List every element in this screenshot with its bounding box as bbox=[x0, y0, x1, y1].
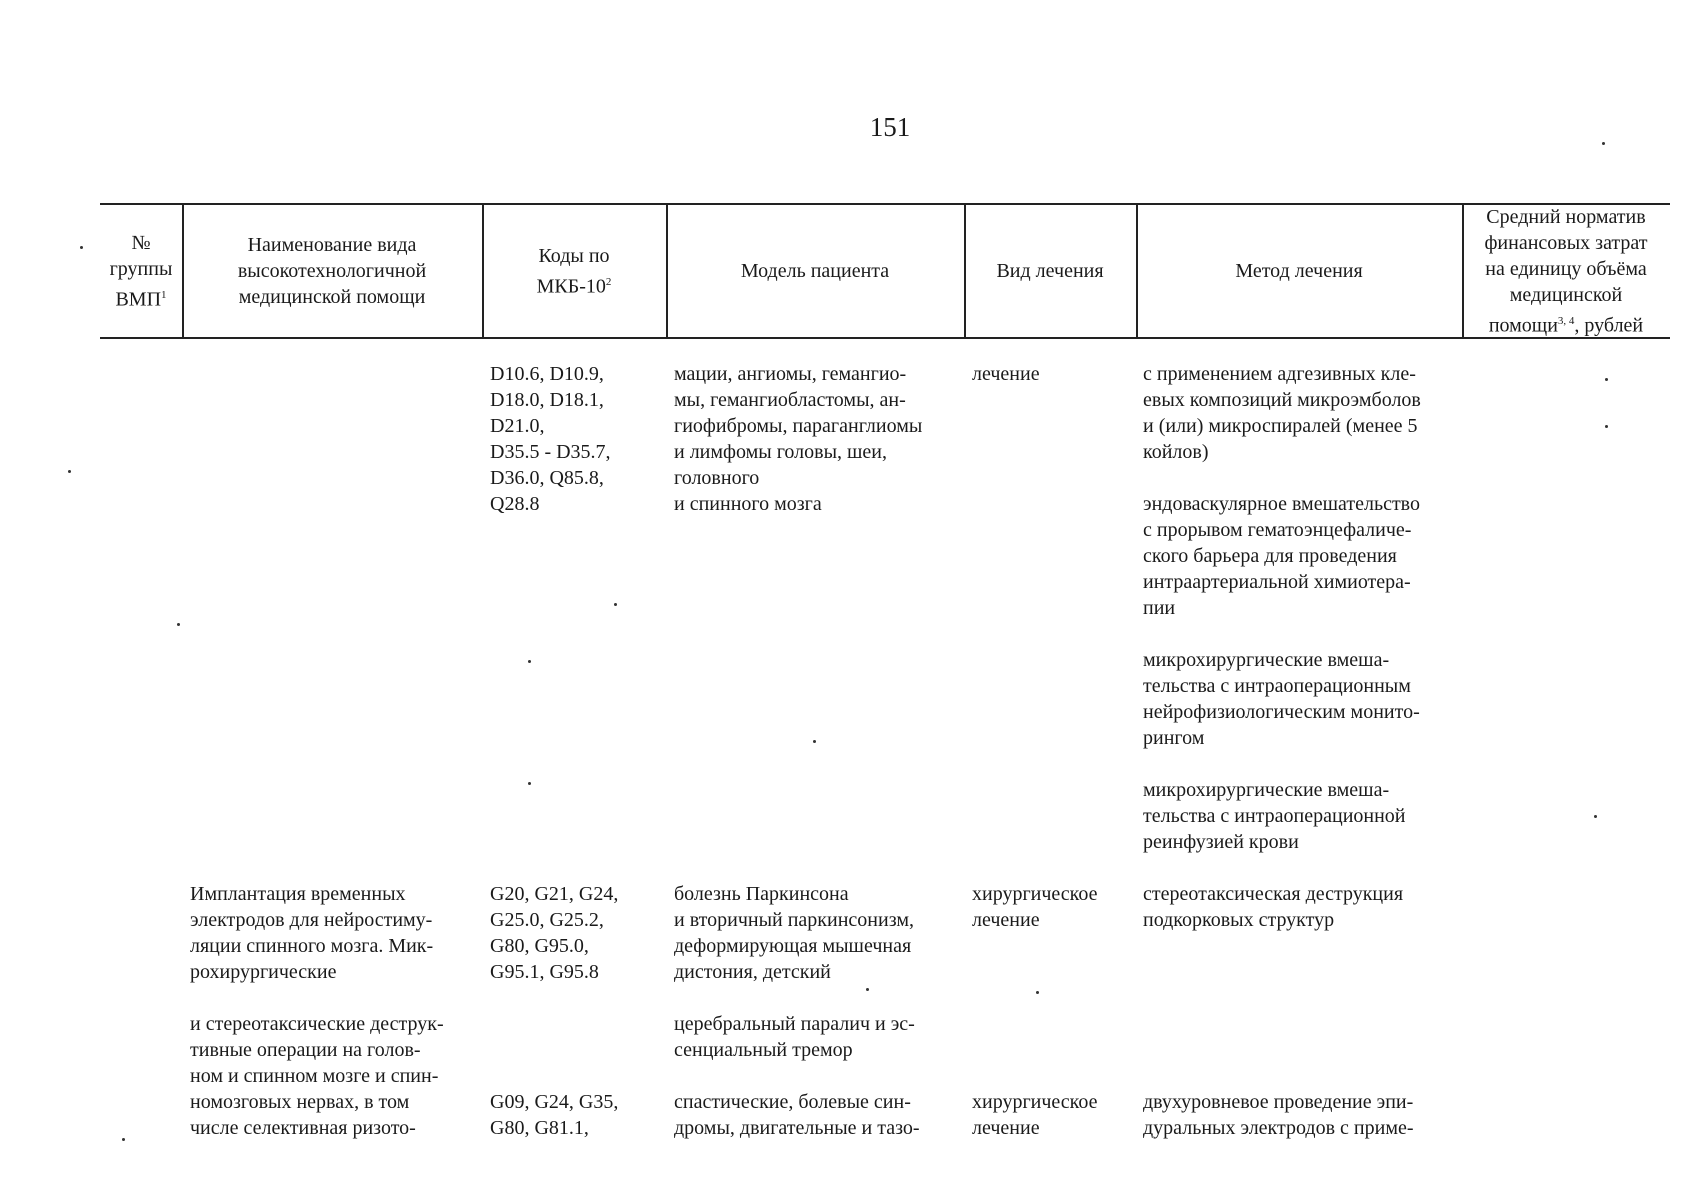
footnote-2-marker: 2 bbox=[605, 275, 612, 288]
header-care-type-label: Наименование вида высокотехнологичной медицинской помощи bbox=[237, 234, 427, 308]
table-header bbox=[100, 203, 1670, 339]
header-treatment-type bbox=[964, 205, 1136, 337]
row3-patient-model: спастические, болевые син- дромы, двигательные и тазо- bbox=[674, 1091, 920, 1139]
scan-speck bbox=[1594, 815, 1597, 818]
scan-speck bbox=[813, 740, 816, 743]
row2-icd-codes: G20, G21, G24, G25.0, G25.2, G80, G95.0, G95.1, G95.8 bbox=[490, 883, 619, 983]
scan-speck bbox=[1605, 425, 1608, 428]
row1-method-1: с применением адгезивных кле- евых композиций микроэмболов и (или) микроспиралей (менее 5 койлов) bbox=[1143, 363, 1421, 463]
page-number: 151 bbox=[869, 112, 911, 142]
scan-speck bbox=[1036, 991, 1039, 994]
row2-treatment-type: хирургическое лечение bbox=[972, 883, 1098, 931]
header-group-number-label: № группы ВМП bbox=[109, 231, 173, 311]
header-care-type bbox=[182, 205, 482, 337]
header-cost-norm-label: Средний норматив финансовых затрат на единицу объёма медицинской помощи bbox=[1484, 205, 1648, 337]
scan-speck bbox=[80, 246, 83, 249]
row1-treatment-type: лечение bbox=[972, 363, 1040, 385]
row3-treatment-type: хирургическое лечение bbox=[972, 1091, 1098, 1139]
header-patient-model-label: Модель пациента bbox=[740, 260, 890, 282]
scan-speck bbox=[1605, 378, 1608, 381]
row2-care-type-name-part1: Имплантация временных электродов для нейростиму- ляции спинного мозга. Мик- рохирургические bbox=[190, 883, 434, 983]
scan-speck bbox=[866, 988, 869, 991]
header-group-number bbox=[100, 205, 182, 337]
header-icd-codes-label: Коды по МКБ-10 bbox=[536, 244, 610, 298]
header-treatment-type-label: Вид лечения bbox=[996, 260, 1104, 282]
row3-method: двухуровневое проведение эпи- дуральных электродов с приме- bbox=[1143, 1091, 1414, 1139]
scan-speck bbox=[122, 1138, 125, 1141]
footnote-3-4-marker: 3, 4 bbox=[1557, 314, 1575, 327]
header-patient-model bbox=[666, 205, 964, 337]
scan-speck bbox=[614, 603, 617, 606]
scan-speck bbox=[177, 623, 180, 626]
header-cost-norm bbox=[1462, 205, 1670, 337]
footnote-1-marker: 1 bbox=[161, 288, 167, 301]
header-treatment-method-label: Метод лечения bbox=[1235, 260, 1363, 282]
row2-care-type-name-part2: и стереотаксические деструк- тивные операции на голов- ном и спинном мозге и спин- номозговых нервах, в том числе селективная ризото- bbox=[190, 1013, 444, 1139]
row1-method-4: микрохирургические вмеша- тельства с интраоперационной реинфузией крови bbox=[1143, 779, 1406, 853]
row1-patient-model: мации, ангиомы, гемангио- мы, гемангиобластомы, ан- гиофибромы, параганглиомы и лимфомы головы, шеи, головного и спинного мозга bbox=[674, 363, 923, 515]
header-icd-codes bbox=[482, 205, 666, 337]
scan-speck bbox=[68, 470, 71, 473]
row2-method: стереотаксическая деструкция подкорковых структур bbox=[1143, 883, 1404, 931]
scan-speck bbox=[528, 782, 531, 785]
row2-patient-model-part2: церебральный паралич и эс- сенциальный тремор bbox=[674, 1013, 915, 1061]
row2-patient-model-part1: болезнь Паркинсона и вторичный паркинсонизм, деформирующая мышечная дистония, детский bbox=[674, 883, 914, 983]
header-treatment-method bbox=[1136, 205, 1462, 337]
row1-icd-codes: D10.6, D10.9, D18.0, D18.1, D21.0, D35.5 - D35.7, D36.0, Q85.8, Q28.8 bbox=[490, 363, 611, 515]
row1-method-3: микрохирургические вмеша- тельства с интраоперационным нейрофизиологическим монито- рингом bbox=[1143, 649, 1420, 749]
row1-method-2: эндоваскулярное вмешательство с прорывом гематоэнцефаличе- ского барьера для проведения интраартериальной химиотера- пии bbox=[1143, 493, 1420, 619]
scan-speck bbox=[1602, 142, 1605, 145]
header-cost-norm-unit: , рублей bbox=[1574, 314, 1644, 337]
scan-speck bbox=[528, 660, 531, 663]
row3-icd-codes: G09, G24, G35, G80, G81.1, bbox=[490, 1091, 619, 1139]
